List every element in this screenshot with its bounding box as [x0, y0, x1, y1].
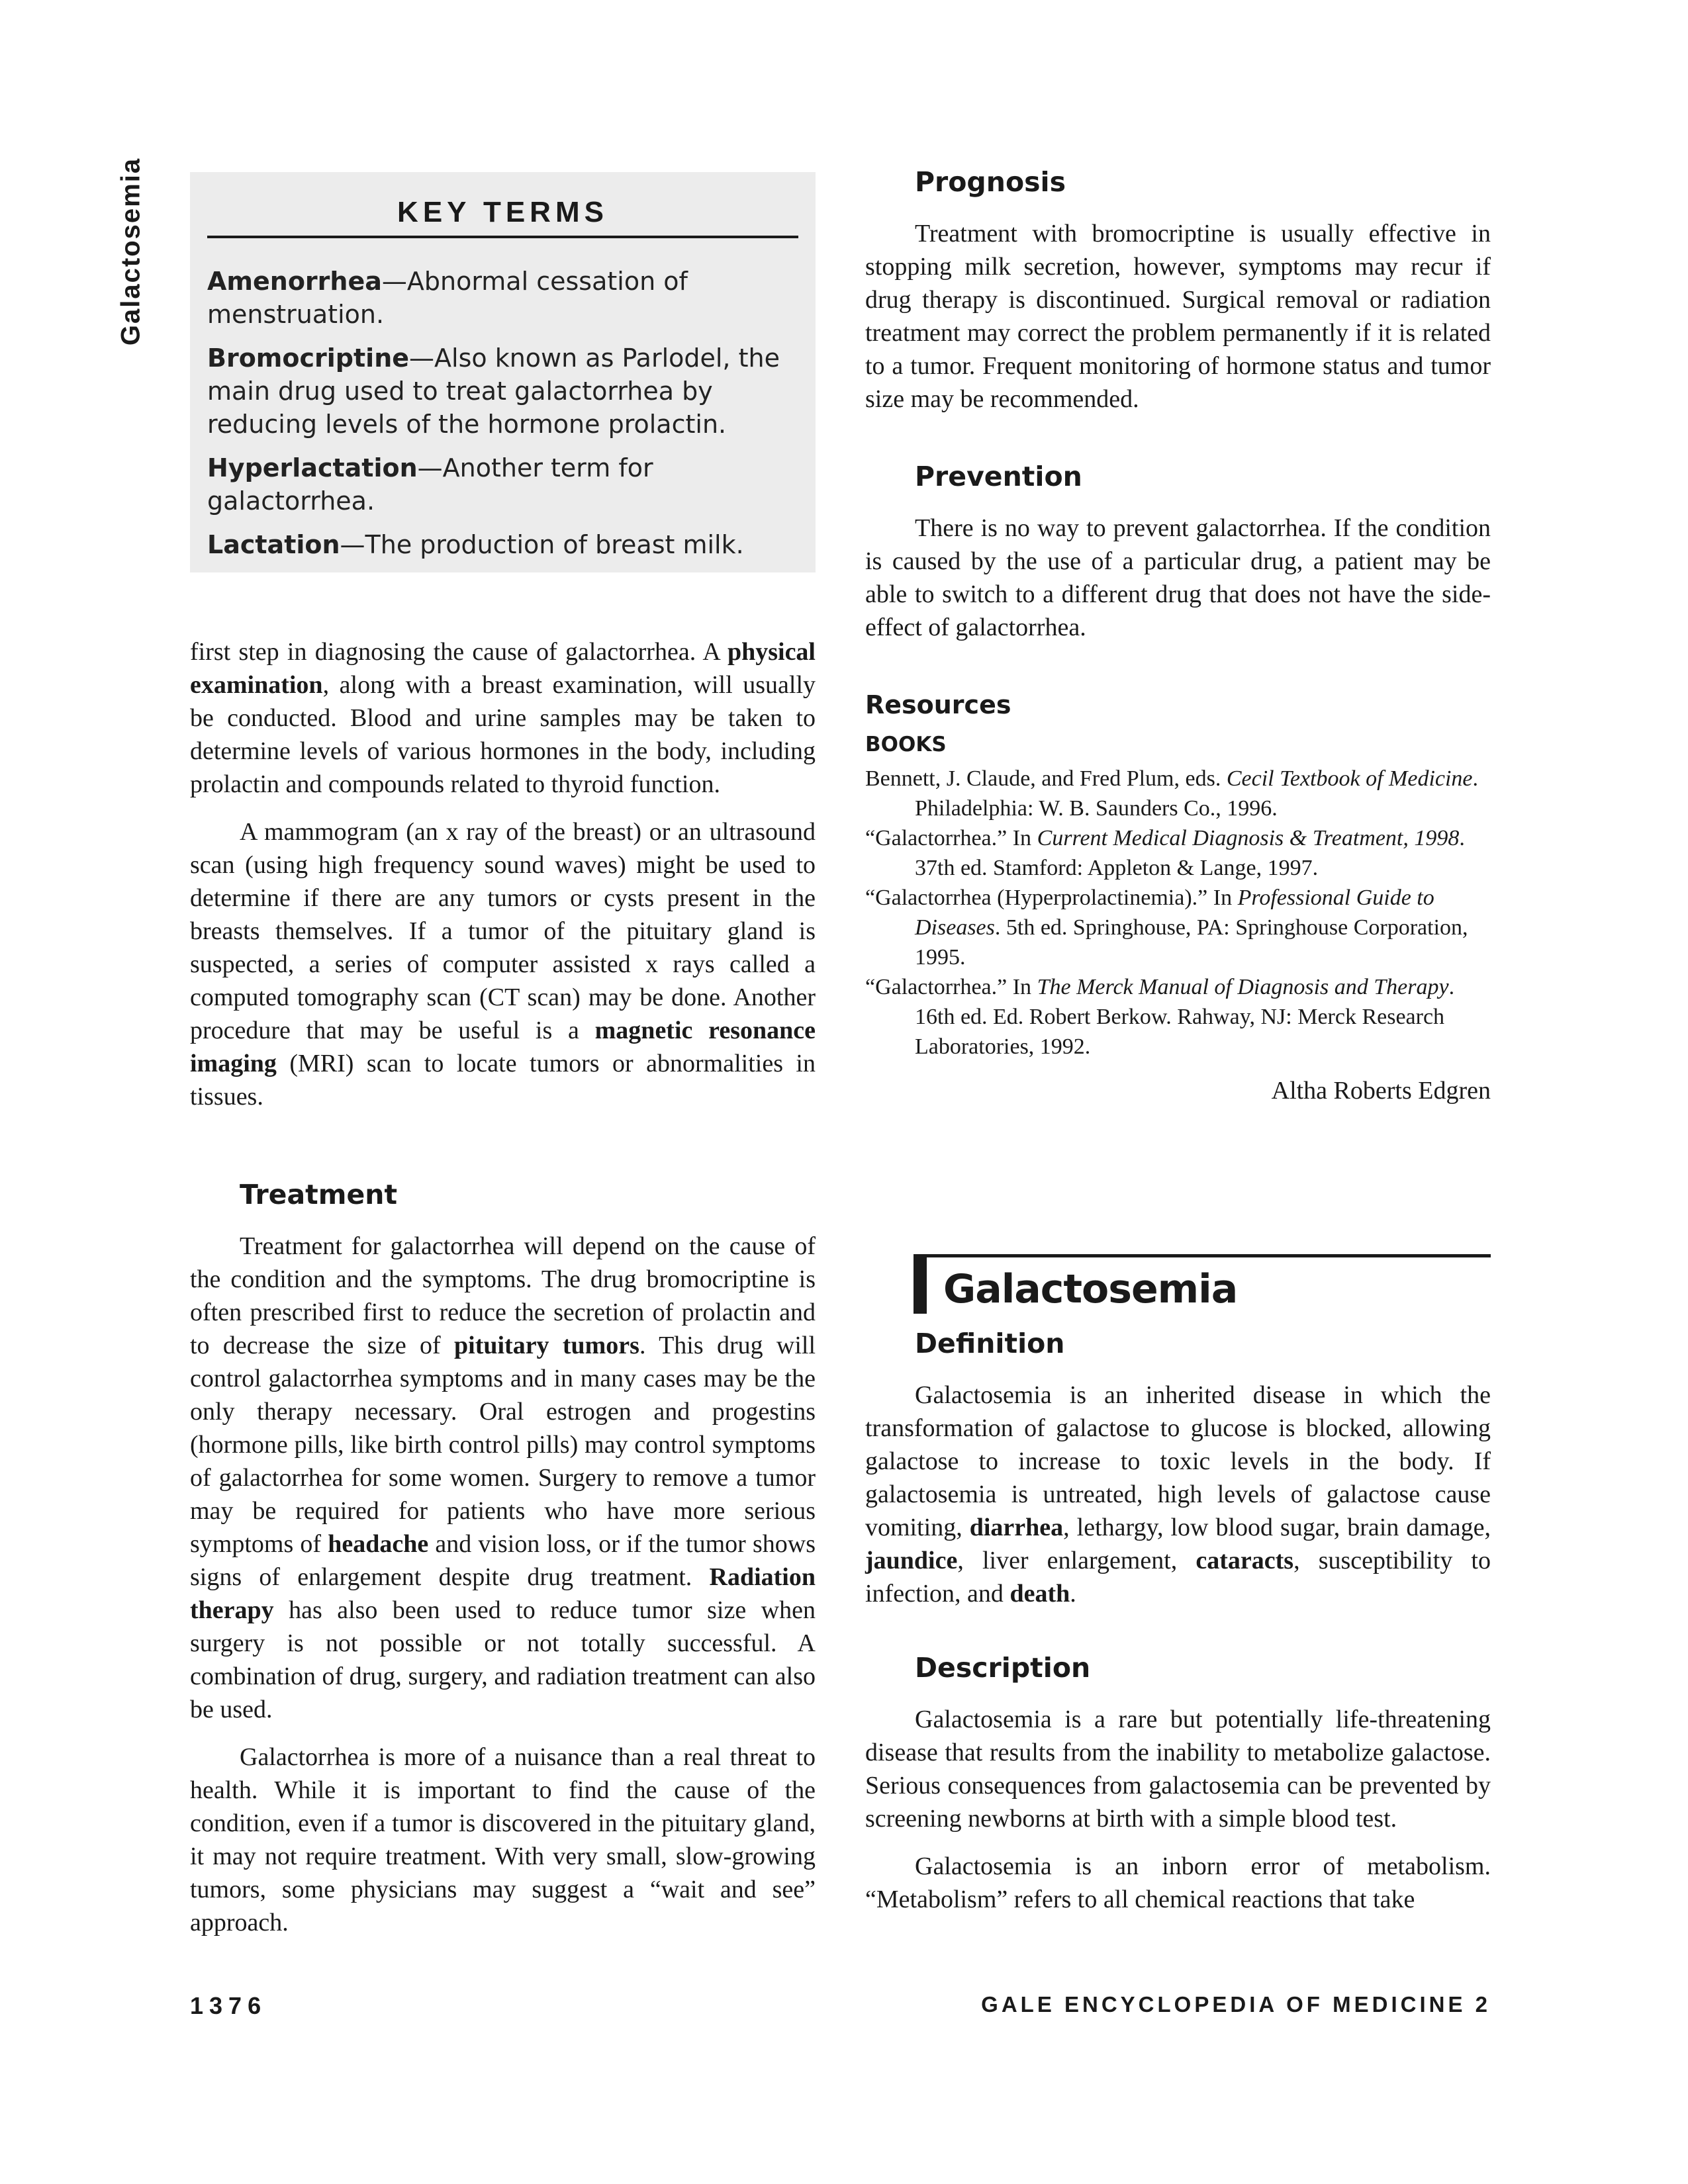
description-paragraph-1: Galactosemia is a rare but potentially life-threatening disease that results from the inability to metabolize galactose. Serious consequences from galactosemia can be prevented by screening newborns at birth with a simple blood test.: [865, 1706, 1491, 1833]
reference-title: Current Medical Diagnosis & Treatment, 1998: [1037, 826, 1460, 850]
term-link: pituitary tumors: [454, 1332, 639, 1359]
prevention-heading: Prevention: [915, 461, 1082, 492]
key-term-name: Lactation: [207, 530, 340, 559]
diagnosis-paragraph-2: [190, 815, 816, 1113]
prognosis-heading: Prognosis: [915, 166, 1066, 198]
key-term-name: Amenorrhea: [207, 267, 382, 296]
entry-title-bar: [914, 1254, 927, 1314]
term-link: headache: [328, 1530, 429, 1558]
key-terms-box: [190, 172, 816, 572]
text-run: “Galactorrhea.” In: [865, 975, 1037, 999]
side-tab-label: Galactosemia: [116, 157, 146, 346]
description-heading: Description: [915, 1652, 1091, 1684]
text-run: and vision loss, or if the tumor shows signs of enlargement despite drug treatment.: [190, 1530, 816, 1591]
books-label: BOOKS: [865, 733, 947, 756]
resources-section: [865, 688, 1491, 1105]
term-link: diarrhea: [969, 1514, 1064, 1541]
text-run: . Philadelphia: W. B. Saunders Co., 1996.: [915, 766, 1479, 821]
prognosis-section: [865, 165, 1491, 430]
diagnosis-paragraph-1: [190, 635, 816, 801]
key-term-name: Hyperlactation: [207, 453, 418, 482]
key-term-definition: —Another term for galactorrhea.: [207, 453, 653, 516]
text-run: . 5th ed. Springhouse, PA: Springhouse Corporation, 1995.: [915, 915, 1468, 970]
reference-item: [865, 764, 1491, 823]
text-run: Bennett, J. Claude, and Fred Plum, eds.: [865, 766, 1227, 791]
text-run: Galactosemia is an inherited disease in which the transformation of galactose to glucose is blocked, allowing galactose to increase to toxic levels in the body. If galactosemia is untreated, high levels of galactose cause vomiting,: [865, 1381, 1491, 1541]
term-link: Radiation therapy: [190, 1563, 816, 1624]
key-term-definition: —The production of breast milk.: [340, 530, 744, 559]
text-run: A mammogram (an x ray of the breast) or an ultrasound scan (using high frequency sound waves) might be used to determine if there are any tumors or cysts present in the breasts themselves. If a tumor of the pituitary gland is suspected, a series of computer assisted x rays called a computed tomography scan (CT scan) may be done. Another procedure that may be useful is a: [190, 818, 816, 1044]
prevention-section: [865, 460, 1491, 659]
term-link: death: [1009, 1580, 1070, 1608]
term-link: magnetic resonance imaging: [190, 1017, 816, 1077]
text-run: Treatment for galactorrhea will depend on the cause of the condition and the symptoms. The drug bromocriptine is often prescribed first to reduce the secretion of prolactin and to decrease the size of: [190, 1232, 816, 1359]
text-run: (MRI) scan to locate tumors or abnormalities in tissues.: [190, 1050, 816, 1111]
key-term-name: Bromocriptine: [207, 343, 410, 373]
page-number: 1376: [190, 1992, 267, 2019]
text-run: “Galactorrhea.” In: [865, 826, 1037, 850]
resources-heading: Resources: [865, 690, 1011, 719]
reference-item: [865, 972, 1491, 1062]
text-run: , lethargy, low blood sugar, brain damage,: [1063, 1514, 1491, 1541]
treatment-section: [190, 1178, 816, 1954]
text-run: . 16th ed. Ed. Robert Berkow. Rahway, NJ: Merck Research Laboratories, 1992.: [915, 975, 1455, 1059]
text-run: first step in diagnosing the cause of galactorrhea. A: [190, 638, 727, 666]
key-term-definition: —Abnormal cessation of menstruation.: [207, 267, 688, 329]
prevention-paragraph: There is no way to prevent galactorrhea. If the condition is caused by the use of a particular drug, a patient may be able to switch to a different drug that does not have the side-effect of galactorrhea.: [865, 514, 1491, 641]
prognosis-paragraph: Treatment with bromocriptine is usually effective in stopping milk secretion, however, symptoms may recur if drug therapy is discontinued. Surgical removal or radiation treatment may correct the problem permanently if it is related to a tumor. Frequent monitoring of hormone status and tumor size may be recommended.: [865, 220, 1491, 413]
text-run: , liver enlargement,: [957, 1547, 1196, 1574]
reference-title: Professional Guide to Diseases: [915, 886, 1434, 940]
text-run: has also been used to reduce tumor size when surgery is not possible or not totally successful. A combination of drug, surgery, and radiation treatment can also be used.: [190, 1596, 816, 1723]
publication-title: GALE ENCYCLOPEDIA OF MEDICINE 2: [981, 1992, 1491, 2017]
key-term-item: [207, 528, 798, 561]
text-run: . 37th ed. Stamford: Appleton & Lange, 1997.: [915, 826, 1465, 880]
definition-section: [865, 1327, 1491, 1625]
text-run: , susceptibility to infection, and: [865, 1547, 1491, 1608]
key-terms-heading: KEY TERMS: [207, 196, 798, 238]
article-author: Altha Roberts Edgren: [1271, 1077, 1491, 1105]
entry-title: Galactosemia: [943, 1266, 1238, 1312]
description-paragraph-2: Galactosemia is an inborn error of metabolism. “Metabolism” refers to all chemical reactions that take: [865, 1852, 1491, 1913]
description-section: [865, 1651, 1491, 1931]
reference-title: The Merck Manual of Diagnosis and Therapy: [1037, 975, 1449, 999]
reference-item: [865, 883, 1491, 972]
side-tab: [111, 157, 151, 346]
text-run: .: [1070, 1580, 1076, 1608]
term-link: jaundice: [865, 1547, 958, 1574]
treatment-heading: Treatment: [240, 1179, 398, 1210]
text-run: “Galactorrhea (Hyperprolactinemia).” In: [865, 886, 1238, 910]
reference-title: Cecil Textbook of Medicine: [1226, 766, 1473, 791]
reference-item: [865, 823, 1491, 883]
left-column: [190, 635, 816, 1128]
text-run: , along with a breast examination, will usually be conducted. Blood and urine samples may be taken to determine levels of various hormones in the body, including prolactin and compounds related to thyroid function.: [190, 671, 816, 798]
entry-title-rule: [914, 1254, 1491, 1257]
definition-paragraph: [865, 1379, 1491, 1610]
key-term-item: [207, 451, 798, 518]
term-link: physical examination: [190, 638, 816, 699]
treatment-paragraph-1: [190, 1230, 816, 1726]
text-run: . This drug will control galactorrhea symptoms and in many cases may be the only therapy necessary. Oral estrogen and progestins (hormone pills, like birth control pills) may control symptoms of galactorrhea for some women. Surgery to remove a tumor may be required for patients who have more serious symptoms of: [190, 1332, 816, 1558]
key-term-item: [207, 341, 798, 441]
key-term-definition: —Also known as Parlodel, the main drug used to treat galactorrhea by reducing levels of the hormone prolactin.: [207, 343, 780, 439]
definition-heading: Definition: [915, 1328, 1065, 1359]
treatment-paragraph-2: Galactorrhea is more of a nuisance than a real threat to health. While it is important to find the cause of the condition, even if a tumor is discovered in the pituitary gland, it may not require treatment. With very small, slow-growing tumors, some physicians may suggest a “wait and see” approach.: [190, 1743, 816, 1936]
term-link: cataracts: [1196, 1547, 1294, 1574]
key-term-item: [207, 265, 798, 331]
